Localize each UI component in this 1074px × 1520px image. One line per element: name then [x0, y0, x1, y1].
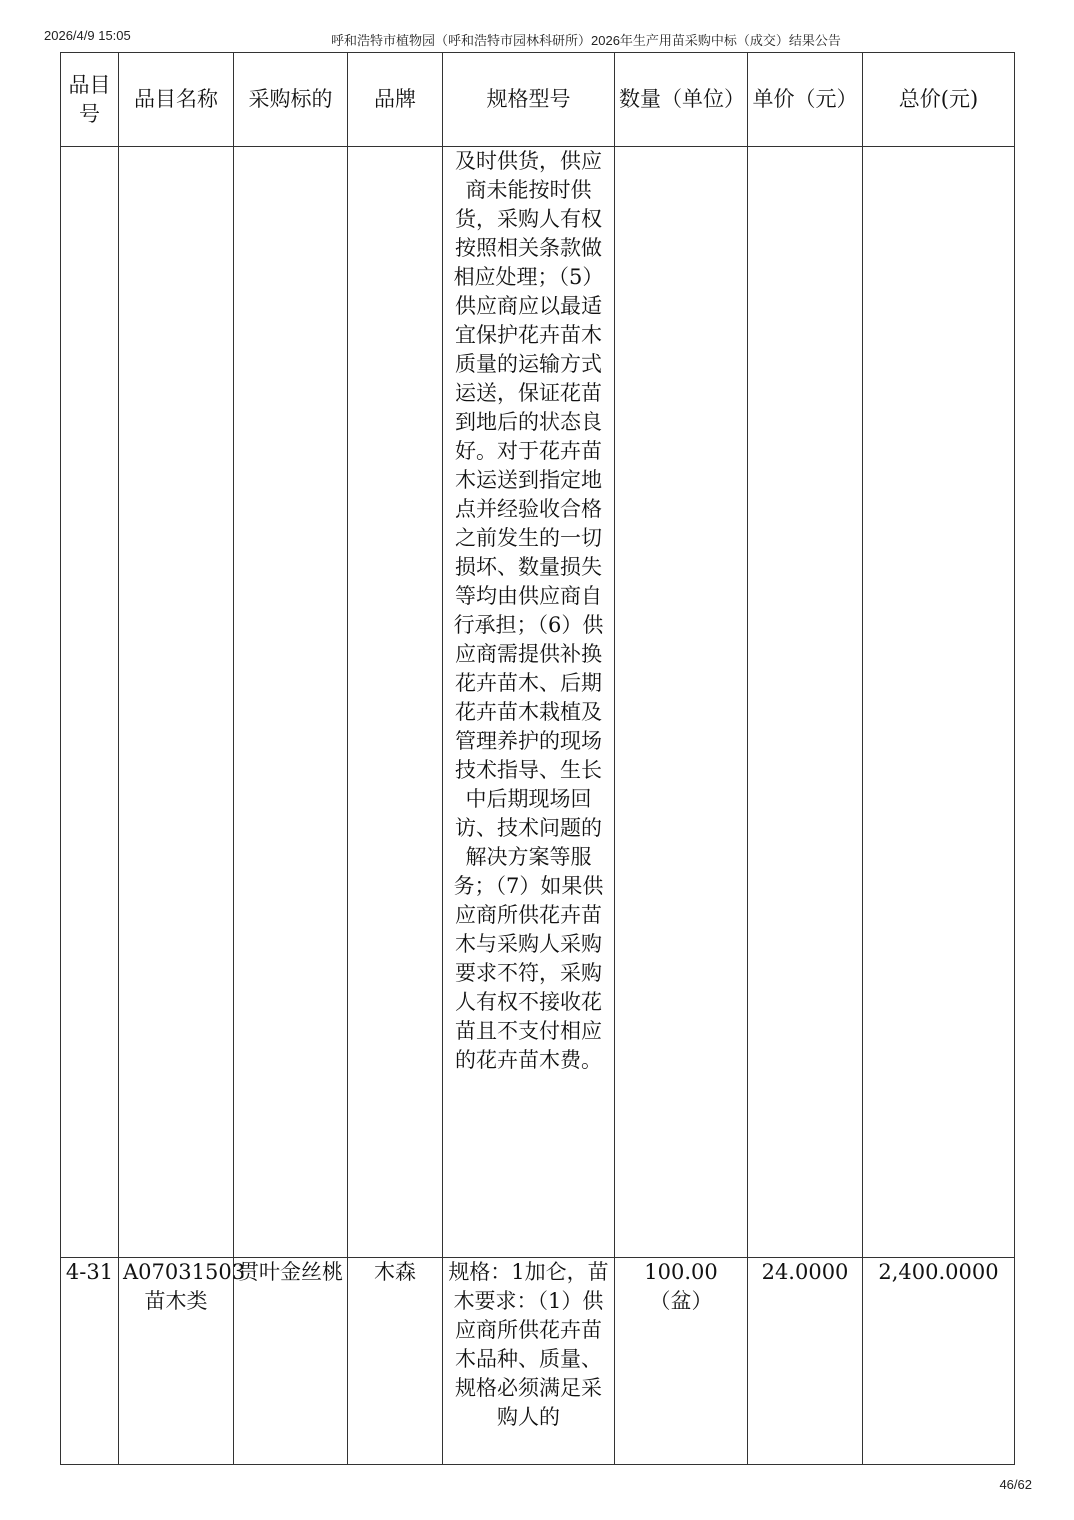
cell-brand: 木森: [348, 1258, 443, 1465]
col-header-brand: 品牌: [348, 53, 443, 147]
cell-empty: [61, 147, 119, 1258]
cell-unit-price: 24.0000: [748, 1258, 863, 1465]
cell-empty: [119, 147, 234, 1258]
page-number: 46/62: [999, 1477, 1032, 1492]
cell-qty: 100.00（盆）: [615, 1258, 748, 1465]
cell-empty: [748, 147, 863, 1258]
col-header-total: 总价(元): [863, 53, 1015, 147]
table-row: [61, 1258, 1015, 1465]
cell-category: A07031503 苗木类: [119, 1258, 234, 1465]
table-header-row: [61, 53, 1015, 147]
cell-spec: [443, 1258, 615, 1465]
cell-index: 4-31: [61, 1258, 119, 1465]
cell-empty: [615, 147, 748, 1258]
col-header-qty: 数量（单位）: [615, 53, 748, 147]
cell-empty: [863, 147, 1015, 1258]
col-header-spec: 规格型号: [443, 53, 615, 147]
cell-target: 贯叶金丝桃: [234, 1258, 348, 1465]
cell-empty: [348, 147, 443, 1258]
document-title: 呼和浩特市植物园（呼和浩特市园林科研所）2026年生产用苗采购中标（成交）结果公告: [331, 33, 841, 48]
col-header-index: 品目号: [61, 53, 119, 147]
cell-spec-continued: 及时供货，供应商未能按时供货，采购人有权按照相关条款做相应处理；（5）供应商应以最适宜保护花卉苗木质量的运输方式运送，保证花苗到地后的状态良好。对于花卉苗木运送到指定地点并经验收合格之前发生的一切损坏、数量损失等均由供应商自行承担；（6）供应商需提供补换花卉苗木、后期花卉苗木栽植及管理养护的现场技术指导、生长中后期现场回访、技术问题的解决方案等服务；（7）如果供应商所供花卉苗木与采购人采购要求不符，采购人有权不接收花苗且不支付相应的花卉苗木费。: [443, 147, 615, 1258]
col-header-target: 采购标的: [234, 53, 348, 147]
table-row-continued: [61, 147, 1015, 1258]
print-datetime: 2026/4/9 15:05: [44, 28, 131, 43]
cell-empty: [234, 147, 348, 1258]
procurement-table: [60, 52, 1015, 1465]
cell-total: 2,400.0000: [863, 1258, 1015, 1465]
col-header-category: 品目名称: [119, 53, 234, 147]
spec-text: 规格：1加仑，苗木要求：（1）供应商所供花卉苗木品种、质量、规格必须满足采购人的: [448, 1260, 609, 1429]
col-header-unit-price: 单价（元）: [748, 53, 863, 147]
